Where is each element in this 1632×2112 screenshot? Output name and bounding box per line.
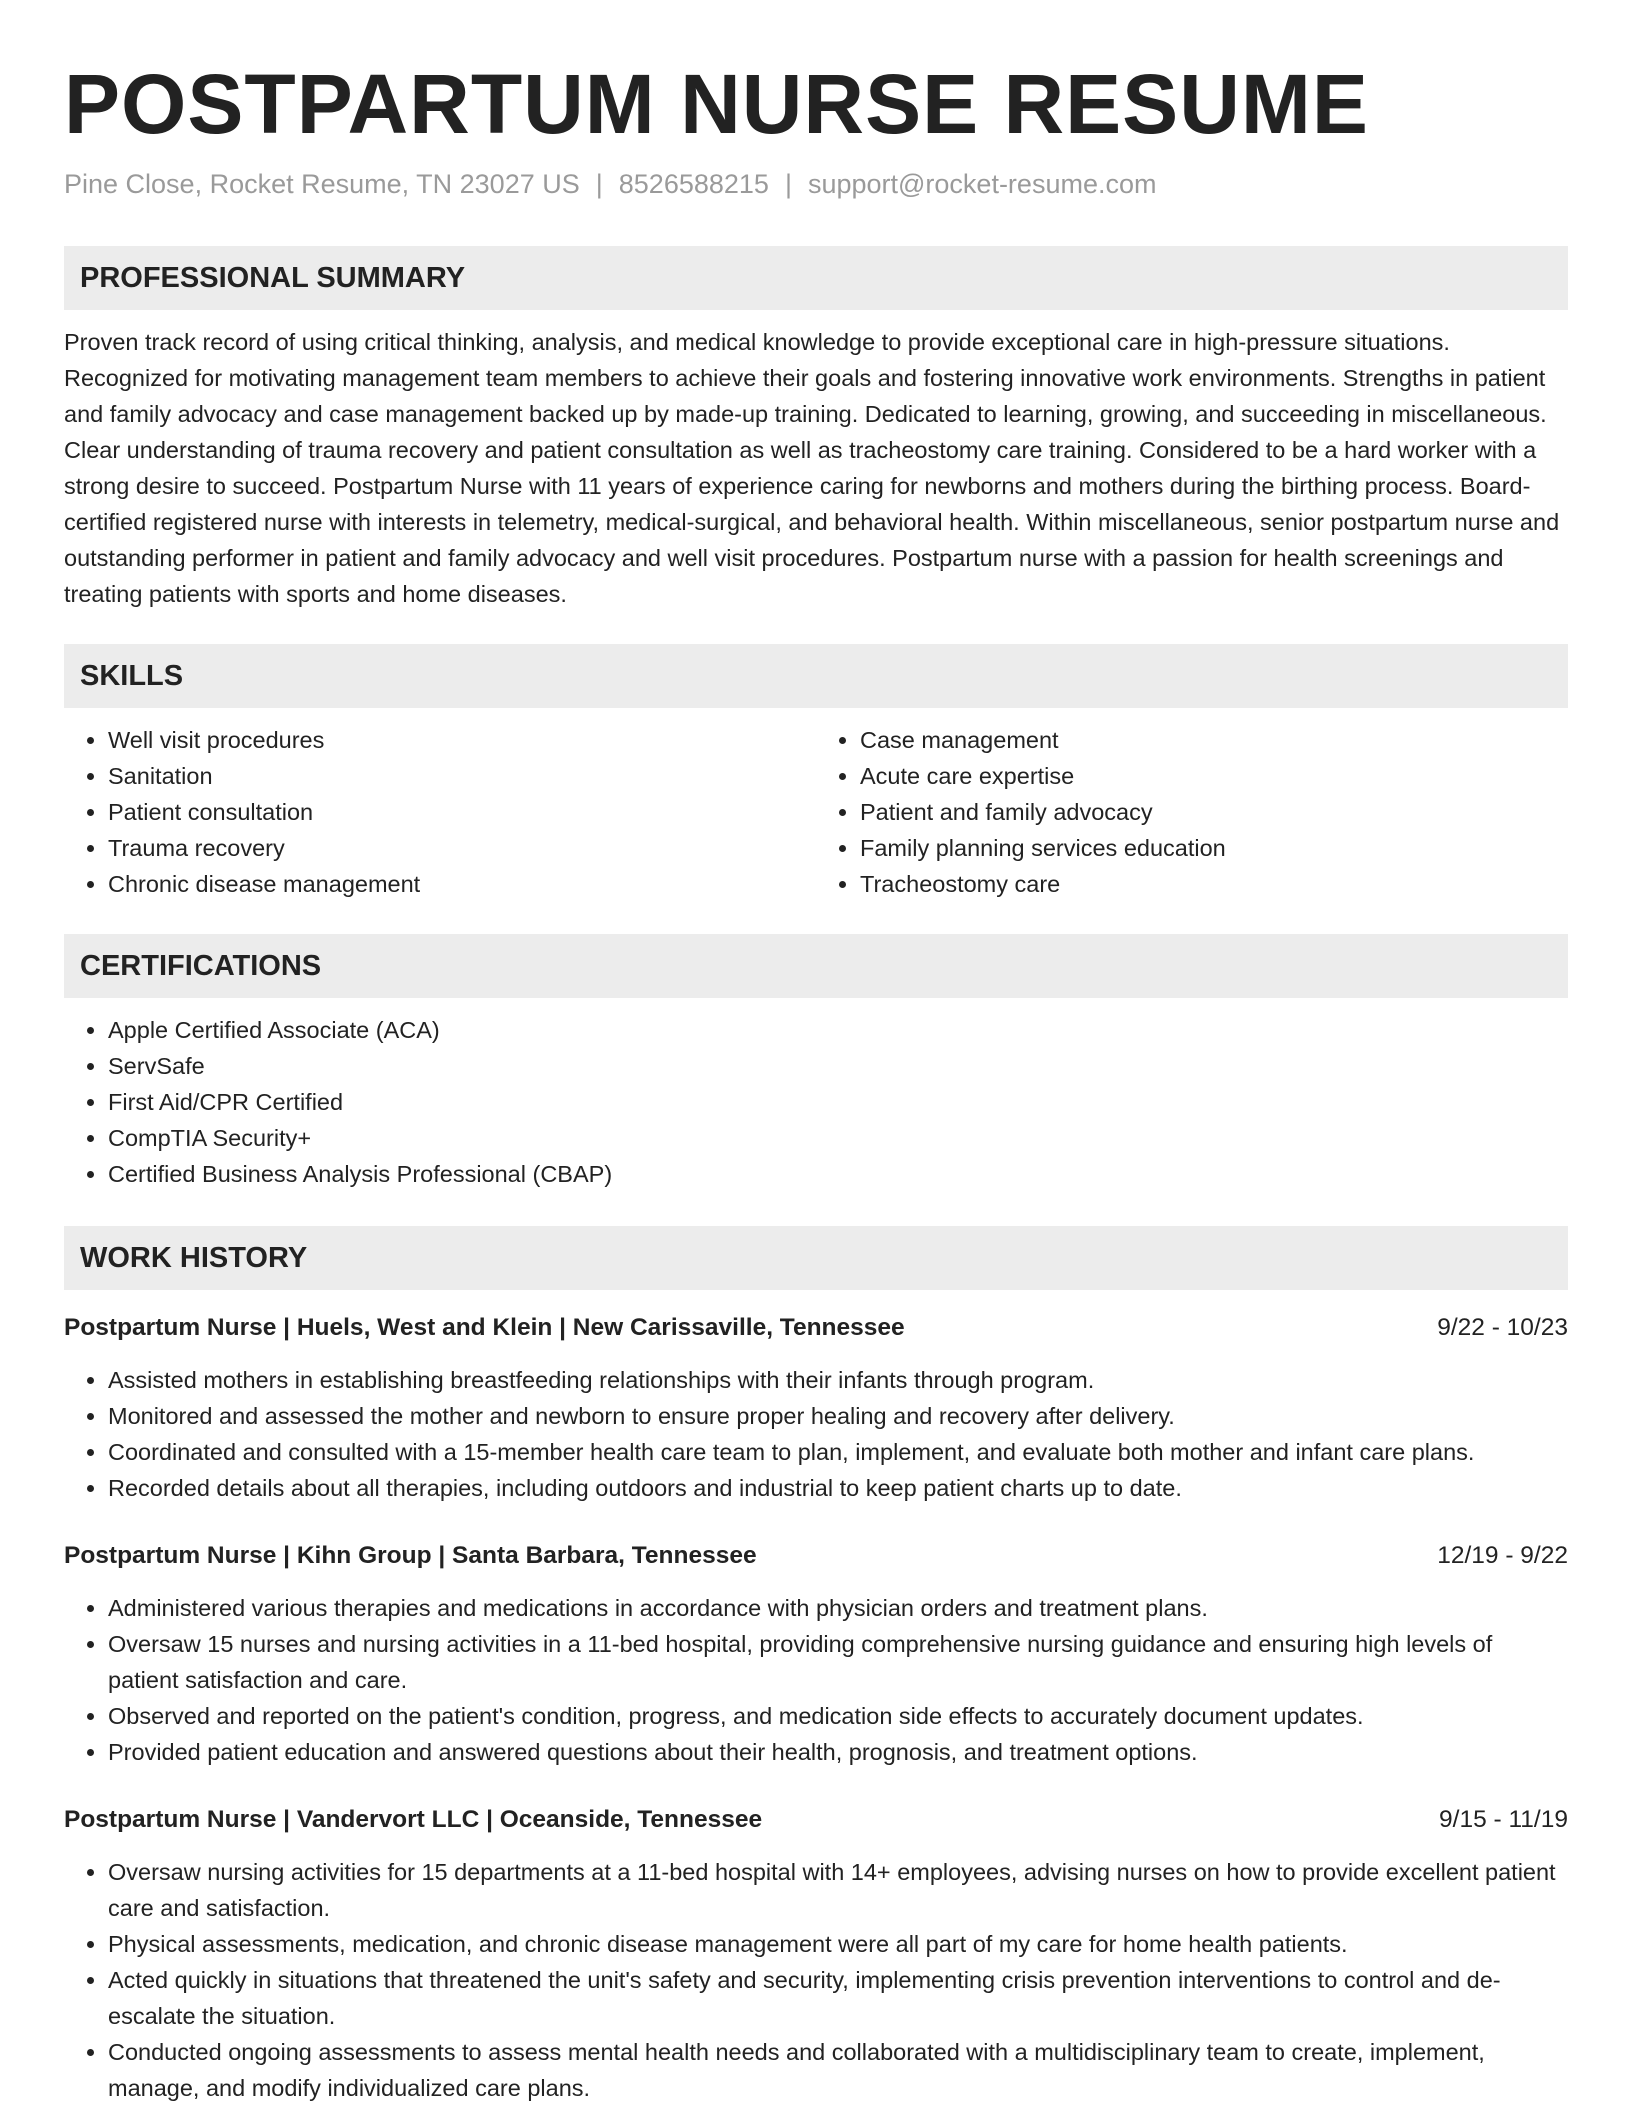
separator: | — [595, 169, 603, 199]
skill-item: • Case management — [860, 722, 1568, 758]
job-bullet: • Monitored and assessed the mother and newborn to ensure proper healing and recovery after delivery. — [108, 1398, 1568, 1434]
skill-item: • Chronic disease management — [108, 866, 816, 902]
skills-columns — [64, 722, 1568, 902]
skills-heading: SKILLS — [64, 644, 1568, 708]
job-bullet: • Conducted ongoing assessments to assess mental health needs and collaborated with a multidisciplinary team to create, implement, manage, and modify individualized care plans. — [108, 2034, 1568, 2106]
certification-item: • First Aid/CPR Certified — [108, 1084, 1568, 1120]
phone: 8526588215 — [618, 169, 769, 199]
skill-item: • Tracheostomy care — [860, 866, 1568, 902]
job-title: Postpartum Nurse | Huels, West and Klein | New Carissaville, Tennessee — [64, 1314, 905, 1341]
resume-title: POSTPARTUM NURSE RESUME — [64, 57, 1369, 151]
skill-item: • Patient and family advocacy — [860, 794, 1568, 830]
job-bullets — [64, 1854, 1568, 2106]
certification-item: • Apple Certified Associate (ACA) — [108, 1012, 1568, 1048]
separator: | — [784, 169, 792, 199]
skill-item: • Patient consultation — [108, 794, 816, 830]
job-bullet: • Provided patient education and answered questions about their health, prognosis, and treatment options. — [108, 1734, 1568, 1770]
certifications-list — [64, 1012, 1568, 1192]
job-bullets — [64, 1362, 1568, 1506]
work-history-heading: WORK HISTORY — [64, 1226, 1568, 1290]
job-bullet: • Assisted mothers in establishing breastfeeding relationships with their infants through program. — [108, 1362, 1568, 1398]
job-bullet: • Physical assessments, medication, and chronic disease management were all part of my care for home health patients. — [108, 1926, 1568, 1962]
job-bullet: • Observed and reported on the patient's condition, progress, and medication side effects to accurately document updates. — [108, 1698, 1568, 1734]
skill-item: • Trauma recovery — [108, 830, 816, 866]
job-dates: 9/15 - 11/19 — [1439, 1806, 1568, 1833]
job-bullet: • Acted quickly in situations that threatened the unit's safety and security, implementing crisis prevention interventions to control and de-escalate the situation. — [108, 1962, 1568, 2034]
job-header — [64, 1538, 1568, 1574]
job-bullet: • Recorded details about all therapies, including outdoors and industrial to keep patient charts up to date. — [108, 1470, 1568, 1506]
job-entry — [64, 1538, 1568, 1770]
skills-list-left — [64, 722, 816, 902]
job-bullet: • Administered various therapies and medications in accordance with physician orders and treatment plans. — [108, 1590, 1568, 1626]
skill-item: • Family planning services education — [860, 830, 1568, 866]
job-bullets — [64, 1590, 1568, 1770]
summary-heading: PROFESSIONAL SUMMARY — [64, 246, 1568, 310]
skill-item: • Sanitation — [108, 758, 816, 794]
job-title: Postpartum Nurse | Kihn Group | Santa Barbara, Tennessee — [64, 1542, 757, 1569]
email: support@rocket-resume.com — [807, 169, 1157, 199]
certifications-heading: CERTIFICATIONS — [64, 934, 1568, 998]
summary-text: Proven track record of using critical thinking, analysis, and medical knowledge to provide exceptional care in high-pressure situations. Recognized for motivating management team members to achieve their goals and fostering innovative work environments. Strengths in patient and family advocacy and case management backed up by made-up training. Dedicated to learning, growing, and succeeding in miscellaneous. Clear understanding of trauma recovery and patient consultation as well as tracheostomy care training. Considered to be a hard worker with a strong desire to succeed. Postpartum Nurse with 11 years of experience caring for newborns and mothers during the birthing process. Board-certified registered nurse with interests in telemetry, medical-surgical, and behavioral health. Within miscellaneous, senior postpartum nurse and outstanding performer in patient and family advocacy and well visit procedures. Postpartum nurse with a passion for health screenings and treating patients with sports and home diseases. — [64, 329, 1560, 607]
certification-item: • ServSafe — [108, 1048, 1568, 1084]
address: Pine Close, Rocket Resume, TN 23027 US — [64, 169, 580, 199]
skill-item: • Well visit procedures — [108, 722, 816, 758]
certification-item: • Certified Business Analysis Professional (CBAP) — [108, 1156, 1568, 1192]
contact-line — [64, 166, 1568, 202]
job-dates: 12/19 - 9/22 — [1437, 1542, 1568, 1569]
certification-item: • CompTIA Security+ — [108, 1120, 1568, 1156]
job-title: Postpartum Nurse | Vandervort LLC | Oceanside, Tennessee — [64, 1806, 763, 1833]
job-entry — [64, 1802, 1568, 2106]
skill-item: • Acute care expertise — [860, 758, 1568, 794]
job-bullet: • Coordinated and consulted with a 15-member health care team to plan, implement, and evaluate both mother and infant care plans. — [108, 1434, 1568, 1470]
skills-list-right — [816, 722, 1568, 902]
job-header — [64, 1802, 1568, 1838]
job-entry — [64, 1310, 1568, 1506]
job-dates: 9/22 - 10/23 — [1437, 1314, 1568, 1341]
job-bullet: • Oversaw nursing activities for 15 departments at a 11-bed hospital with 14+ employees, advising nurses on how to provide excellent patient care and satisfaction. — [108, 1854, 1568, 1926]
job-header — [64, 1310, 1568, 1346]
job-bullet: • Oversaw 15 nurses and nursing activities in a 11-bed hospital, providing comprehensive nursing guidance and ensuring high levels of patient satisfaction and care. — [108, 1626, 1568, 1698]
